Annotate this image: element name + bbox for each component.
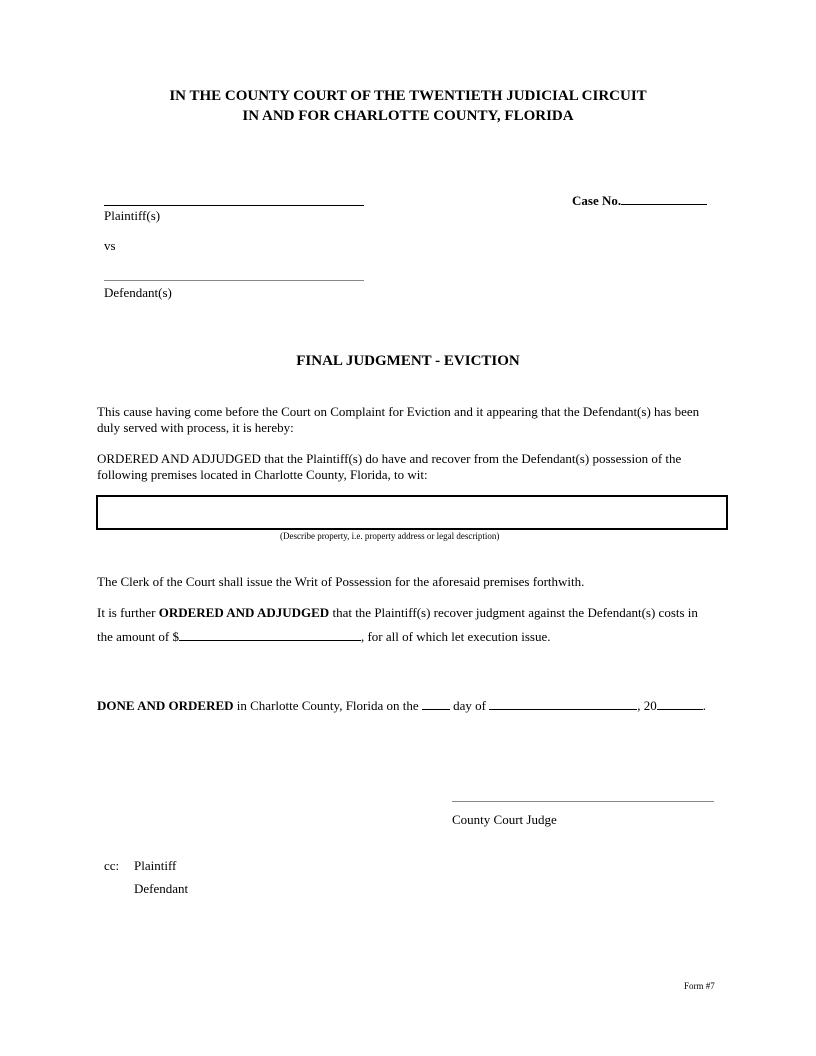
recital-line2: duly served with process, it is hereby: — [97, 420, 294, 435]
property-hint: (Describe property, i.e. property address or legal description) — [280, 531, 500, 541]
document-title: FINAL JUDGMENT - EVICTION — [296, 353, 520, 369]
day-field[interactable] — [422, 697, 450, 710]
order-line2: following premises located in Charlotte County, Florida, to wit: — [97, 467, 428, 482]
case-number-field[interactable] — [621, 192, 707, 205]
done-and-ordered — [97, 697, 706, 714]
property-description-field[interactable] — [96, 495, 728, 530]
defendant-label: Defendant(s) — [104, 285, 172, 300]
cc-recipient-plaintiff: Plaintiff — [134, 858, 177, 873]
plaintiff-name-line[interactable] — [104, 205, 364, 206]
court-name-line1: IN THE COUNTY COURT OF THE TWENTIETH JUDICIAL CIRCUIT — [169, 88, 647, 104]
month-field[interactable] — [489, 697, 637, 710]
costs-line1-bold: ORDERED AND ADJUDGED — [158, 605, 330, 620]
year-field[interactable] — [657, 697, 703, 710]
defendant-name-line[interactable] — [104, 280, 364, 281]
done-text4: . — [702, 698, 706, 713]
plaintiff-label: Plaintiff(s) — [104, 208, 161, 223]
cc-recipient-defendant: Defendant — [134, 881, 189, 896]
done-text1: in Charlotte County, Florida on the — [233, 698, 422, 713]
case-number — [572, 192, 707, 209]
costs-line1 — [97, 605, 698, 621]
done-text3: , 20 — [637, 698, 657, 713]
costs-line2-pre: the amount of $ — [97, 629, 179, 644]
case-number-label: Case No. — [572, 193, 622, 208]
costs-line2 — [97, 628, 551, 645]
cc-label: cc: — [104, 858, 120, 873]
costs-line2-post: , for all of which let execution issue. — [360, 629, 551, 644]
vs-label: vs — [104, 238, 116, 253]
order-line1: ORDERED AND ADJUDGED that the Plaintiff(s) do have and recover from the Defendant(s) possession of the — [97, 451, 682, 466]
done-bold: DONE AND ORDERED — [97, 698, 234, 713]
judge-signature-line[interactable] — [452, 801, 714, 802]
judge-label: County Court Judge — [452, 812, 557, 827]
form-number: Form #7 — [684, 981, 715, 991]
costs-amount-field[interactable] — [179, 628, 361, 641]
costs-line1-post: that the Plaintiff(s) recover judgment against the Defendant(s) costs in — [329, 605, 698, 620]
done-text2: day of — [449, 698, 490, 713]
court-name-line2: IN AND FOR CHARLOTTE COUNTY, FLORIDA — [242, 108, 574, 124]
recital-line1: This cause having come before the Court on Complaint for Eviction and it appearing that the Defendant(s) has been — [97, 404, 700, 419]
costs-line1-pre: It is further — [97, 605, 159, 620]
writ-sentence: The Clerk of the Court shall issue the Writ of Possession for the aforesaid premises forthwith. — [97, 574, 585, 589]
